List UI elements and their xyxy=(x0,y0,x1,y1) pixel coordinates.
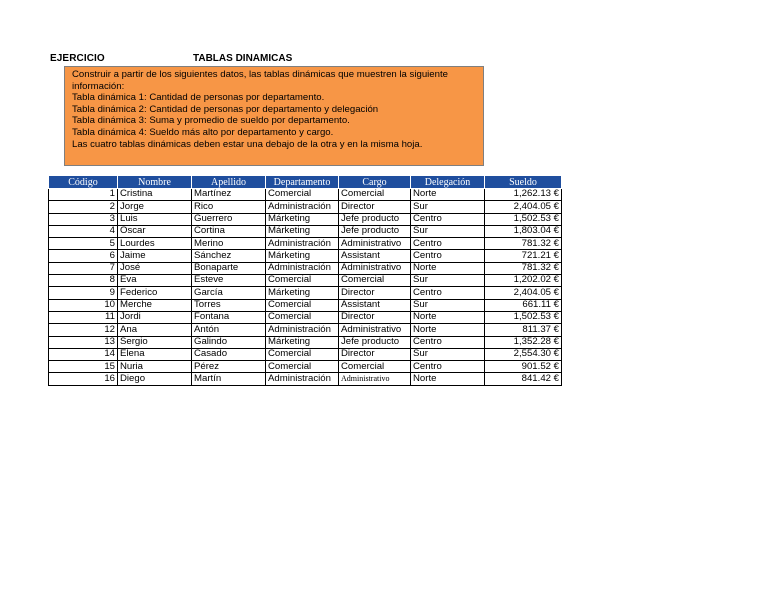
cell-cargo[interactable]: Director xyxy=(339,311,411,323)
cell-nombre[interactable]: Oscar xyxy=(118,225,192,237)
cell-apellido[interactable]: Cortina xyxy=(192,225,266,237)
cell-sueldo[interactable]: 1,352.28 € xyxy=(485,336,562,348)
cell-codigo[interactable]: 15 xyxy=(49,361,118,373)
cell-codigo[interactable]: 9 xyxy=(49,287,118,299)
cell-codigo[interactable]: 1 xyxy=(49,189,118,201)
cell-nombre[interactable]: Jaime xyxy=(118,250,192,262)
table-row xyxy=(49,348,562,360)
table-row xyxy=(49,189,562,201)
cell-codigo[interactable]: 5 xyxy=(49,238,118,250)
cell-sueldo[interactable]: 1,262.13 € xyxy=(485,189,562,201)
cell-cargo[interactable]: Comercial xyxy=(339,361,411,373)
cell-codigo[interactable]: 8 xyxy=(49,275,118,287)
cell-cargo[interactable]: Administrativo xyxy=(339,238,411,250)
cell-sueldo[interactable]: 811.37 € xyxy=(485,324,562,336)
cell-codigo[interactable]: 11 xyxy=(49,311,118,323)
exercise-label: EJERCICIO xyxy=(50,53,105,64)
cell-sueldo[interactable]: 1,502.53 € xyxy=(485,213,562,225)
table-row xyxy=(49,361,562,373)
cell-cargo[interactable]: Director xyxy=(339,348,411,360)
cell-apellido[interactable]: Casado xyxy=(192,348,266,360)
cell-cargo[interactable]: Administrativo xyxy=(339,262,411,274)
cell-delegacion[interactable]: Centro xyxy=(411,238,485,250)
cell-cargo[interactable]: Jefe producto xyxy=(339,225,411,237)
instruction-line: información: xyxy=(72,80,125,92)
table-body xyxy=(49,189,562,386)
cell-delegacion[interactable]: Norte xyxy=(411,262,485,274)
cell-delegacion[interactable]: Sur xyxy=(411,299,485,311)
cell-nombre[interactable]: Lourdes xyxy=(118,238,192,250)
column-header-nombre[interactable]: Nombre xyxy=(118,176,192,189)
instruction-line: Tabla dinámica 3: Suma y promedio de sueldo por departamento. xyxy=(72,115,350,127)
cell-cargo[interactable]: Assistant xyxy=(339,299,411,311)
cell-sueldo[interactable]: 781.32 € xyxy=(485,238,562,250)
cell-sueldo[interactable]: 1,202.02 € xyxy=(485,275,562,287)
cell-departamento[interactable]: Comercial xyxy=(266,361,339,373)
cell-delegacion[interactable]: Norte xyxy=(411,311,485,323)
cell-codigo[interactable]: 10 xyxy=(49,299,118,311)
cell-delegacion[interactable]: Sur xyxy=(411,225,485,237)
cell-apellido[interactable]: Sánchez xyxy=(192,250,266,262)
column-header-apellido[interactable]: Apellido xyxy=(192,176,266,189)
column-header-sueldo[interactable]: Sueldo xyxy=(485,176,562,189)
table-row xyxy=(49,311,562,323)
cell-sueldo[interactable]: 901.52 € xyxy=(485,361,562,373)
cell-nombre[interactable]: Jordi xyxy=(118,311,192,323)
table-row xyxy=(49,201,562,213)
table-row xyxy=(49,238,562,250)
cell-nombre[interactable]: Federico xyxy=(118,287,192,299)
cell-apellido[interactable]: Galindo xyxy=(192,336,266,348)
cell-delegacion[interactable]: Centro xyxy=(411,361,485,373)
cell-apellido[interactable]: Torres xyxy=(192,299,266,311)
instruction-line: Tabla dinámica 1: Cantidad de personas por departamento. xyxy=(72,92,325,104)
cell-delegacion[interactable]: Norte xyxy=(411,189,485,201)
column-header-codigo[interactable]: Código xyxy=(49,176,118,189)
cell-sueldo[interactable]: 2,554.30 € xyxy=(485,348,562,360)
cell-apellido[interactable]: Esteve xyxy=(192,275,266,287)
cell-sueldo[interactable]: 1,803.04 € xyxy=(485,225,562,237)
cell-cargo[interactable]: Director xyxy=(339,201,411,213)
cell-apellido[interactable]: Pérez xyxy=(192,361,266,373)
cell-departamento[interactable]: Comercial xyxy=(266,299,339,311)
cell-cargo[interactable]: Administrativo xyxy=(339,324,411,336)
table-row xyxy=(49,250,562,262)
cell-departamento[interactable]: Márketing xyxy=(266,225,339,237)
cell-codigo[interactable]: 7 xyxy=(49,262,118,274)
cell-delegacion[interactable]: Sur xyxy=(411,275,485,287)
cell-nombre[interactable]: Elena xyxy=(118,348,192,360)
cell-delegacion[interactable]: Sur xyxy=(411,201,485,213)
column-header-departamento[interactable]: Departamento xyxy=(266,176,339,189)
column-header-delegacion[interactable]: Delegación xyxy=(411,176,485,189)
cell-apellido[interactable]: Martín xyxy=(192,373,266,385)
cell-codigo[interactable]: 13 xyxy=(49,336,118,348)
cell-codigo[interactable]: 16 xyxy=(49,373,118,385)
cell-departamento[interactable]: Administración xyxy=(266,238,339,250)
cell-codigo[interactable]: 14 xyxy=(49,348,118,360)
cell-departamento[interactable]: Administración xyxy=(266,201,339,213)
cell-departamento[interactable]: Márketing xyxy=(266,250,339,262)
table-header-row xyxy=(49,176,562,189)
cell-departamento[interactable]: Comercial xyxy=(266,275,339,287)
cell-delegacion[interactable]: Centro xyxy=(411,336,485,348)
cell-nombre[interactable]: Eva xyxy=(118,275,192,287)
table-row xyxy=(49,213,562,225)
cell-departamento[interactable]: Comercial xyxy=(266,311,339,323)
cell-nombre[interactable]: Sergio xyxy=(118,336,192,348)
cell-codigo[interactable]: 12 xyxy=(49,324,118,336)
column-header-cargo[interactable]: Cargo xyxy=(339,176,411,189)
cell-sueldo[interactable]: 2,404.05 € xyxy=(485,287,562,299)
topic-title: TABLAS DINAMICAS xyxy=(193,53,293,64)
cell-apellido[interactable]: Merino xyxy=(192,238,266,250)
cell-departamento[interactable]: Administración xyxy=(266,373,339,385)
cell-cargo[interactable]: Director xyxy=(339,287,411,299)
table-row xyxy=(49,299,562,311)
table-row xyxy=(49,324,562,336)
cell-delegacion[interactable]: Norte xyxy=(411,324,485,336)
cell-departamento[interactable]: Comercial xyxy=(266,189,339,201)
table-row xyxy=(49,336,562,348)
cell-cargo[interactable]: Jefe producto xyxy=(339,336,411,348)
cell-departamento[interactable]: Márketing xyxy=(266,213,339,225)
cell-nombre[interactable]: Cristina xyxy=(118,189,192,201)
table-row xyxy=(49,287,562,299)
cell-departamento[interactable]: Comercial xyxy=(266,348,339,360)
cell-apellido[interactable]: Antón xyxy=(192,324,266,336)
cell-apellido[interactable]: Martínez xyxy=(192,189,266,201)
table-row xyxy=(49,262,562,274)
table-row xyxy=(49,225,562,237)
cell-departamento[interactable]: Márketing xyxy=(266,336,339,348)
cell-delegacion[interactable]: Norte xyxy=(411,373,485,385)
cell-delegacion[interactable]: Centro xyxy=(411,213,485,225)
cell-departamento[interactable]: Administración xyxy=(266,324,339,336)
cell-apellido[interactable]: Bonaparte xyxy=(192,262,266,274)
instruction-line: Tabla dinámica 2: Cantidad de personas por departamento y delegación xyxy=(72,103,379,115)
cell-delegacion[interactable]: Centro xyxy=(411,250,485,262)
cell-delegacion[interactable]: Centro xyxy=(411,287,485,299)
employee-table xyxy=(48,175,562,386)
cell-sueldo[interactable]: 2,404.05 € xyxy=(485,201,562,213)
table-row xyxy=(49,373,562,385)
cell-codigo[interactable]: 2 xyxy=(49,201,118,213)
cell-sueldo[interactable]: 721.21 € xyxy=(485,250,562,262)
cell-sueldo[interactable]: 661.11 € xyxy=(485,299,562,311)
cell-nombre[interactable]: Nuria xyxy=(118,361,192,373)
cell-apellido[interactable]: García xyxy=(192,287,266,299)
cell-nombre[interactable]: Ana xyxy=(118,324,192,336)
cell-sueldo[interactable]: 1,502.53 € xyxy=(485,311,562,323)
cell-nombre[interactable]: Luis xyxy=(118,213,192,225)
instructions-box xyxy=(64,66,484,166)
cell-apellido[interactable]: Rico xyxy=(192,201,266,213)
cell-cargo[interactable]: Assistant xyxy=(339,250,411,262)
cell-nombre[interactable]: José xyxy=(118,262,192,274)
cell-delegacion[interactable]: Sur xyxy=(411,348,485,360)
cell-apellido[interactable]: Fontana xyxy=(192,311,266,323)
cell-sueldo[interactable]: 841.42 € xyxy=(485,373,562,385)
cell-codigo[interactable]: 4 xyxy=(49,225,118,237)
instruction-line: Las cuatro tablas dinámicas deben estar una debajo de la otra y en la misma hoja. xyxy=(72,138,423,150)
cell-codigo[interactable]: 6 xyxy=(49,250,118,262)
cell-codigo[interactable]: 3 xyxy=(49,213,118,225)
cell-apellido[interactable]: Guerrero xyxy=(192,213,266,225)
cell-cargo[interactable]: Comercial xyxy=(339,189,411,201)
cell-nombre[interactable]: Diego xyxy=(118,373,192,385)
cell-departamento[interactable]: Márketing xyxy=(266,287,339,299)
instruction-line: Construir a partir de los siguientes datos, las tablas dinámicas que muestren la siguiente xyxy=(72,69,448,80)
cell-nombre[interactable]: Jorge xyxy=(118,201,192,213)
instruction-line: Tabla dinámica 4: Sueldo más alto por departamento y cargo. xyxy=(72,126,334,138)
cell-departamento[interactable]: Administración xyxy=(266,262,339,274)
cell-cargo[interactable]: Jefe producto xyxy=(339,213,411,225)
table-row xyxy=(49,275,562,287)
cell-sueldo[interactable]: 781.32 € xyxy=(485,262,562,274)
cell-cargo[interactable]: Administrativo xyxy=(339,373,411,385)
cell-cargo[interactable]: Comercial xyxy=(339,275,411,287)
cell-nombre[interactable]: Merche xyxy=(118,299,192,311)
